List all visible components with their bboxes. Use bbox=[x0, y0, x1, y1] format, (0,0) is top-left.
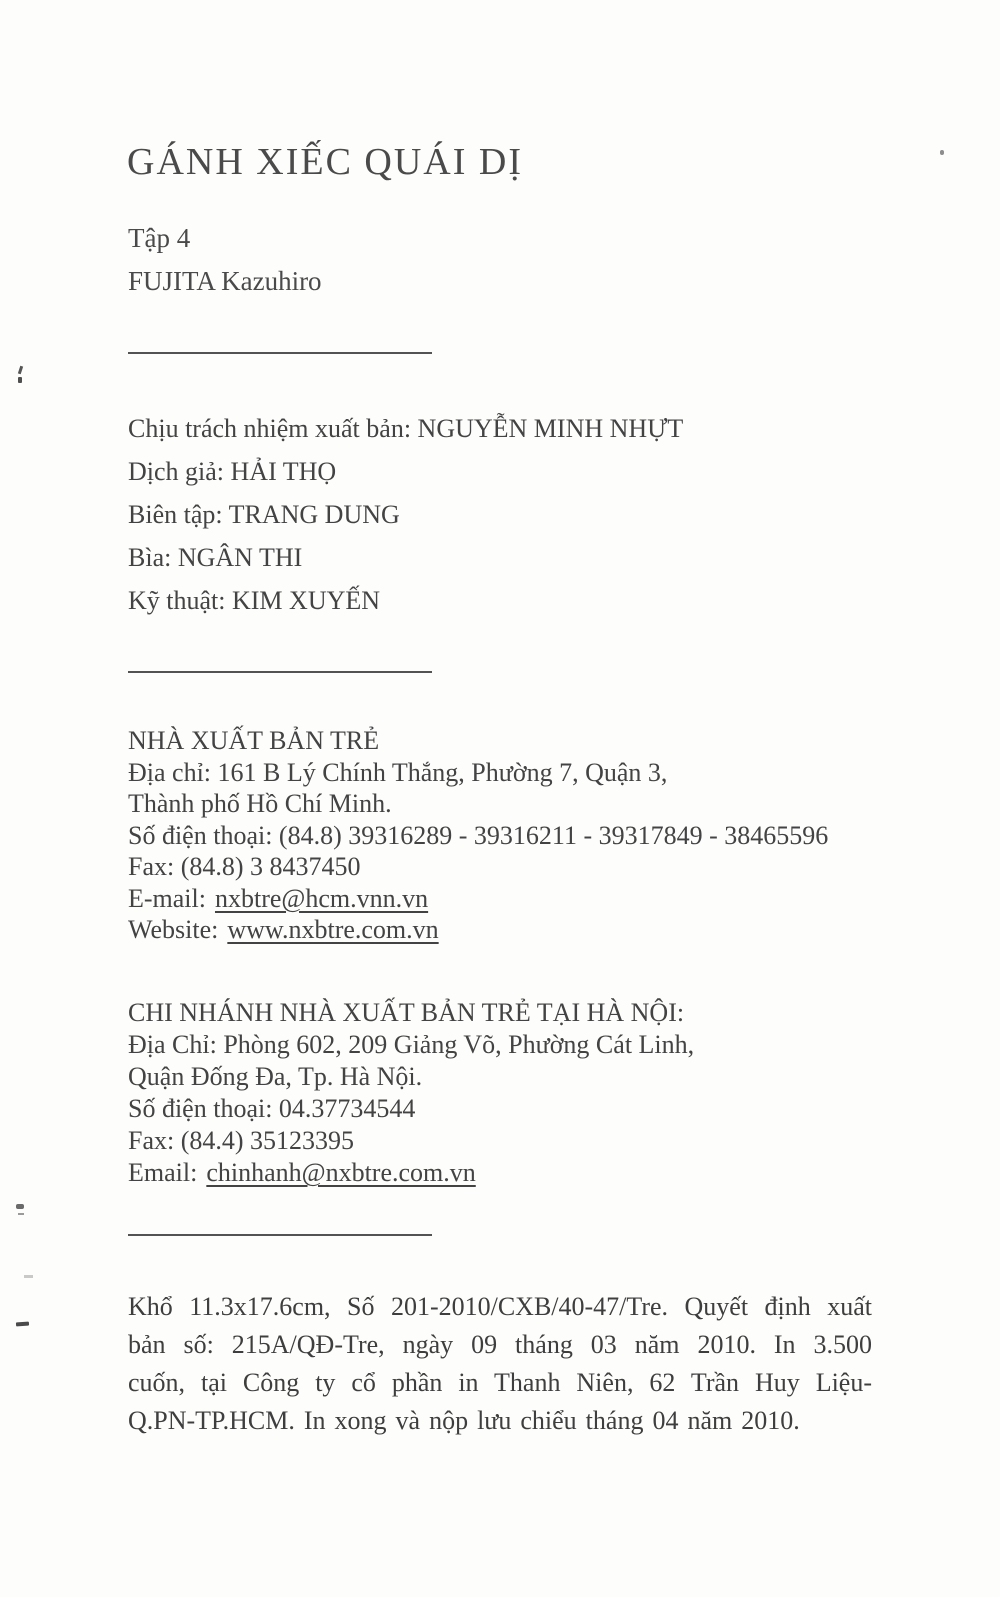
branch-phone: Số điện thoại: 04.37734544 bbox=[128, 1094, 416, 1123]
scan-artifact bbox=[18, 377, 22, 383]
credit-technical: Kỹ thuật: KIM XUYẾN bbox=[128, 586, 381, 615]
scan-artifact bbox=[18, 1213, 24, 1215]
publisher-email-line bbox=[128, 883, 828, 915]
branch-email-address: chinhanh@nxbtre.com.vn bbox=[206, 1158, 476, 1187]
divider-top bbox=[128, 352, 432, 354]
publisher-website-url: www.nxbtre.com.vn bbox=[227, 915, 439, 944]
branch-email-label: Email: bbox=[128, 1158, 198, 1187]
publisher-website-label: Website: bbox=[128, 915, 219, 944]
printing-info-line: Q.PN-TP.HCM. In xong và nộp lưu chiểu tháng 04 năm 2010. bbox=[128, 1406, 800, 1435]
publisher-email-address: nxbtre@hcm.vnn.vn bbox=[214, 883, 429, 913]
book-title: GÁNH XIẾC QUÁI DỊ bbox=[127, 141, 524, 183]
publisher-website-line bbox=[128, 914, 828, 946]
printing-info-line: Khổ 11.3x17.6cm, Số 201-2010/CXB/40-47/Tre. Quyết định xuất bbox=[128, 1292, 872, 1321]
printing-info-line: cuốn, tại Công ty cổ phần in Thanh Niên, 62 Trần Huy Liệu- bbox=[128, 1368, 872, 1397]
scan-artifact bbox=[16, 1322, 29, 1327]
printing-info-section bbox=[128, 1288, 872, 1440]
scan-artifact bbox=[940, 150, 944, 155]
publisher-fax: Fax: (84.8) 3 8437450 bbox=[128, 852, 361, 881]
credit-publishing-responsibility: Chịu trách nhiệm xuất bản: NGUYỄN MINH NHỰT bbox=[128, 414, 684, 443]
publisher-section bbox=[128, 725, 828, 946]
branch-section bbox=[128, 997, 694, 1189]
credit-cover: Bìa: NGÂN THI bbox=[128, 543, 303, 572]
book-subtitle-block bbox=[128, 217, 322, 303]
publisher-email-label: E-mail: bbox=[128, 883, 206, 913]
branch-address-line1: Địa Chỉ: Phòng 602, 209 Giảng Võ, Phường Cát Linh, bbox=[128, 1030, 695, 1059]
book-author: FUJITA Kazuhiro bbox=[128, 266, 322, 296]
credits-section bbox=[128, 407, 683, 622]
publisher-phone: Số điện thoại: (84.8) 39316289 - 39316211 - 39317849 - 38465596 bbox=[128, 820, 829, 850]
branch-address-line2: Quận Đống Đa, Tp. Hà Nội. bbox=[128, 1062, 423, 1091]
scan-artifact bbox=[24, 1275, 33, 1278]
branch-email-line bbox=[128, 1157, 694, 1189]
scan-artifact bbox=[18, 366, 23, 375]
publisher-name: NHÀ XUẤT BẢN TRẺ bbox=[128, 726, 380, 755]
printing-info-line: bản số: 215A/QĐ-Tre, ngày 09 tháng 03 năm 2010. In 3.500 bbox=[128, 1330, 872, 1359]
publisher-address-line2: Thành phố Hồ Chí Minh. bbox=[128, 789, 392, 818]
credit-editor: Biên tập: TRANG DUNG bbox=[128, 500, 400, 529]
publisher-address-line1: Địa chỉ: 161 B Lý Chính Thắng, Phường 7, Quận 3, bbox=[128, 757, 668, 787]
divider-middle bbox=[128, 671, 432, 673]
scan-artifact bbox=[16, 1204, 24, 1209]
divider-bottom bbox=[128, 1234, 432, 1236]
branch-fax: Fax: (84.4) 35123395 bbox=[128, 1126, 355, 1155]
book-volume: Tập 4 bbox=[128, 223, 191, 253]
credit-translator: Dịch giả: HẢI THỌ bbox=[128, 457, 337, 486]
branch-heading: CHI NHÁNH NHÀ XUẤT BẢN TRẺ TẠI HÀ NỘI: bbox=[128, 998, 685, 1027]
